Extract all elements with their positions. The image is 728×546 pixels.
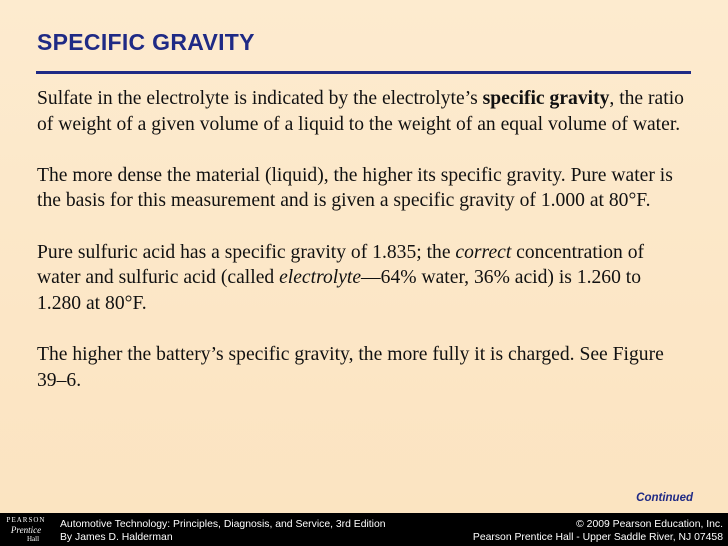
footer-publisher-info [473, 518, 723, 544]
paragraph-3 [37, 240, 687, 317]
logo-pearson-text: PEARSON [6, 516, 46, 524]
paragraph-4: The higher the battery’s specific gravity, the more fully it is charged. See Figure 39–6. [37, 343, 664, 391]
slide-title: SPECIFIC GRAVITY [37, 29, 255, 55]
footer-book-info [60, 518, 386, 544]
term-electrolyte: electrolyte [279, 267, 362, 289]
continued-label: Continued [636, 492, 693, 504]
p3-text-e: —64% water, 36% acid) is 1.260 to 1.280 at 80°F. [37, 267, 642, 314]
p3-text-a: Pure sulfuric acid has a specific gravity of 1.835; the [37, 241, 456, 263]
logo-prentice-text: Prentice [10, 525, 42, 535]
pearson-prentice-hall-logo [5, 516, 47, 544]
footer-author: By James D. Halderman [60, 532, 173, 543]
paragraph-1 [37, 86, 687, 137]
logo-hall-text: Hall [26, 535, 40, 543]
title-underline [36, 71, 691, 74]
footer-book-title: Automotive Technology: Principles, Diagnosis, and Service, 3rd Edition [60, 519, 386, 530]
footer-copyright: © 2009 Pearson Education, Inc. [576, 519, 723, 530]
paragraph-2: The more dense the material (liquid), the higher its specific gravity. Pure water is the basis for this measurement and is given a specific gravity of 1.000 at 80°F. [37, 164, 673, 212]
p3-text-c: concentration of water and sulfuric acid (called [37, 241, 645, 289]
footer-bar [0, 513, 728, 546]
slide-body [37, 86, 687, 419]
p1-text-c: , the ratio of weight of a given volume of a liquid to the weight of an equal volume of water. [37, 88, 684, 135]
p1-text-a: Sulfate in the electrolyte is indicated by the electrolyte’s [37, 88, 483, 109]
term-specific-gravity: specific gravity [482, 88, 610, 109]
footer-publisher: Pearson Prentice Hall - Upper Saddle River, NJ 07458 [472, 532, 723, 543]
term-correct: correct [455, 241, 512, 263]
